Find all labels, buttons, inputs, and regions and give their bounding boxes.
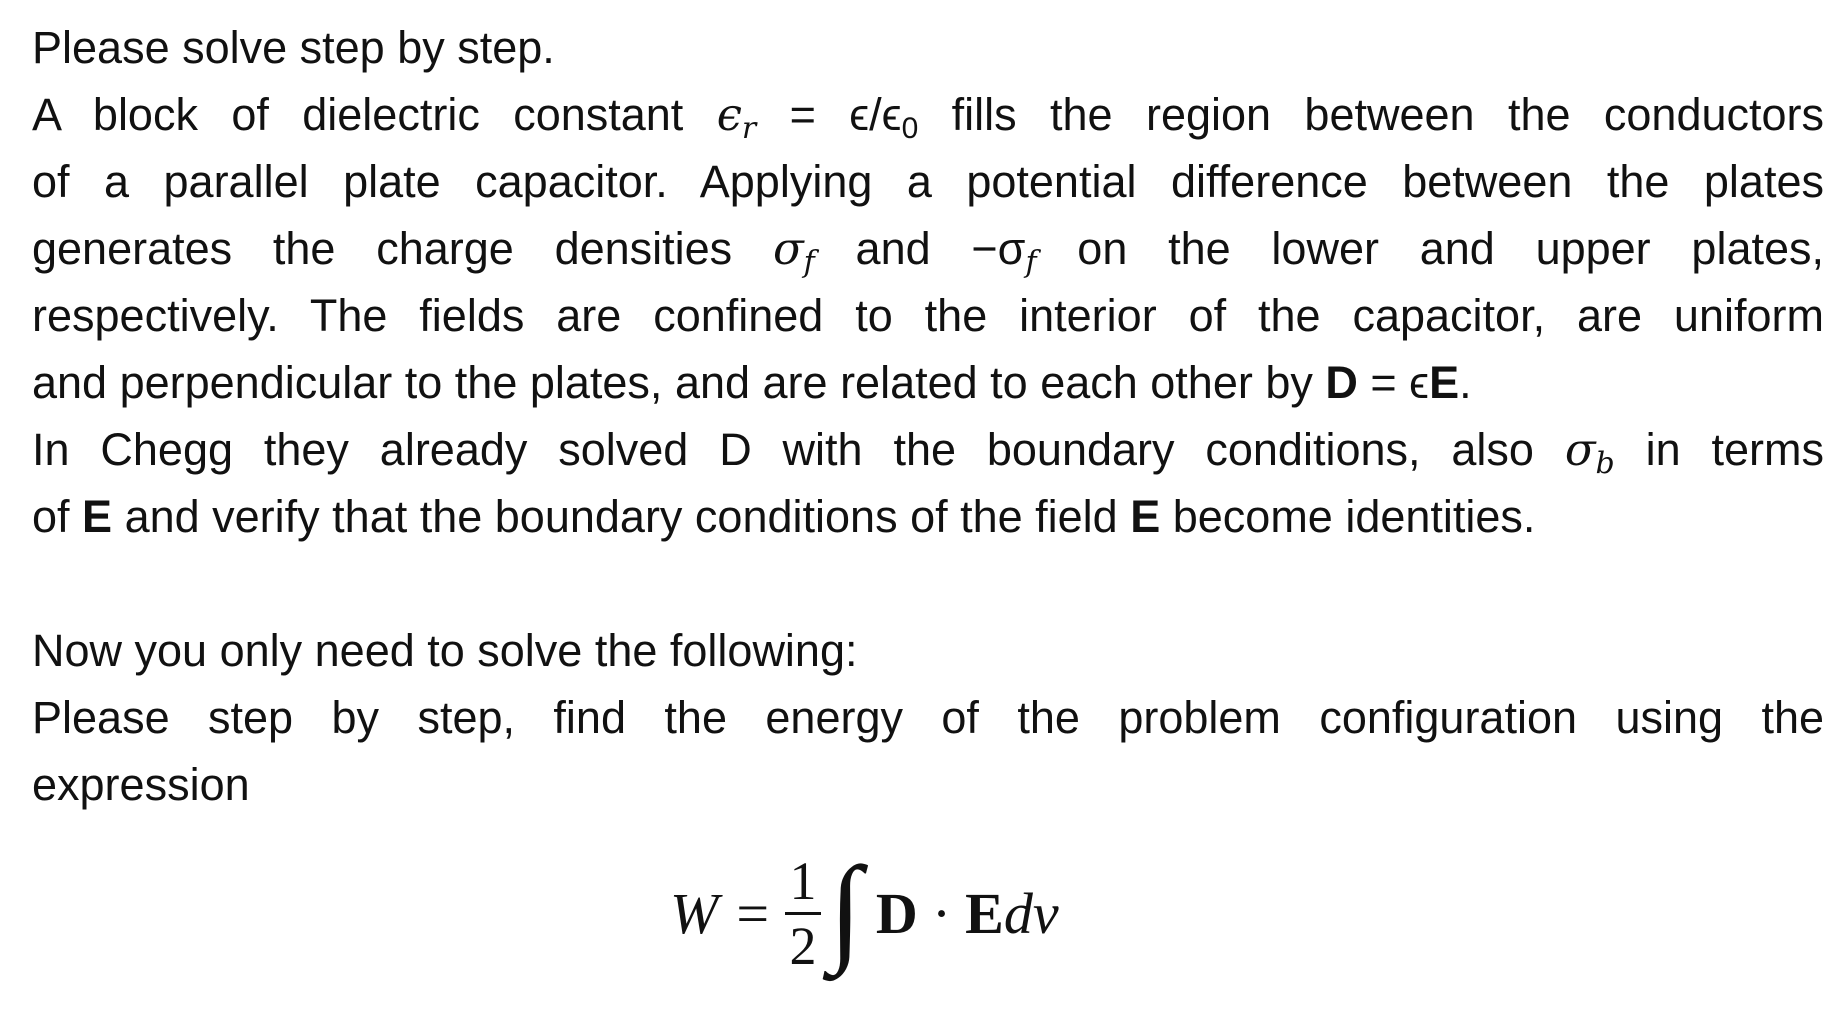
text-span: = ϵ xyxy=(1357,357,1430,408)
text-span: of xyxy=(32,491,83,542)
formula-equals: = xyxy=(736,880,770,946)
text-span: A block of dielectric constant xyxy=(32,89,717,140)
text-line-3 xyxy=(32,148,1824,215)
intro-sentence: Please solve step by step. xyxy=(32,22,555,73)
sigma-symbol: σ xyxy=(772,222,804,275)
text-span: on the lower and upper plates, xyxy=(1036,223,1825,274)
paragraph-gap xyxy=(32,550,1824,617)
formula-W: W xyxy=(670,880,719,946)
text-span: Now you only need to solve the following: xyxy=(32,625,858,676)
subscript-b: b xyxy=(1595,446,1615,481)
text-span: generates the charge densities xyxy=(32,223,773,274)
text-span: expression xyxy=(32,759,250,810)
energy-formula xyxy=(670,828,1059,998)
text-span: in terms xyxy=(1614,424,1825,475)
integral-sign: ∫ xyxy=(829,842,862,975)
subscript-r: r xyxy=(741,111,757,146)
text-span: respectively. The fields are confined to the interior of the capacitor, are uniform xyxy=(32,290,1824,341)
fraction-numerator: 1 xyxy=(789,850,817,911)
formula-D: D xyxy=(875,880,918,946)
text-line-11 xyxy=(32,751,1824,818)
sigma-symbol: σ xyxy=(1564,423,1596,476)
subscript-0: 0 xyxy=(901,112,919,145)
formula-dot: · xyxy=(931,880,952,946)
vector-E: E xyxy=(1130,491,1161,542)
text-line-6 xyxy=(32,349,1824,416)
formula-fraction xyxy=(785,852,821,975)
text-line-9 xyxy=(32,617,1824,684)
text-line-4 xyxy=(32,215,1824,282)
text-span: and −σ xyxy=(814,223,1026,274)
problem-text xyxy=(32,14,1824,818)
text-span: become identities. xyxy=(1160,491,1536,542)
text-line-10 xyxy=(32,684,1824,751)
text-line-5 xyxy=(32,282,1824,349)
text-span: . xyxy=(1459,357,1472,408)
text-span: fills the region between the conductors xyxy=(918,89,1825,140)
text-line-2 xyxy=(32,81,1824,148)
fraction-denominator: 2 xyxy=(789,915,817,976)
text-line-1 xyxy=(32,14,1824,81)
vector-E: E xyxy=(1429,357,1460,408)
text-span: Please step by step, find the energy of the problem configuration using the xyxy=(32,692,1824,743)
text-span: = ϵ/ϵ xyxy=(756,89,902,140)
formula-dv: dv xyxy=(1003,880,1059,946)
text-span: and perpendicular to the plates, and are related to each other by xyxy=(32,357,1326,408)
text-span: and verify that the boundary conditions of the field xyxy=(112,491,1131,542)
formula-E: E xyxy=(965,880,1004,946)
text-line-7 xyxy=(32,416,1824,483)
subscript-f: f xyxy=(1025,245,1037,280)
text-span: In Chegg they already solved D with the boundary conditions, also xyxy=(32,424,1565,475)
epsilon-symbol: ϵ xyxy=(716,88,742,141)
subscript-f: f xyxy=(803,245,815,280)
fraction-bar xyxy=(785,912,821,915)
vector-D: D xyxy=(1325,357,1358,408)
text-span: of a parallel plate capacitor. Applying a potential difference between the plates xyxy=(32,156,1824,207)
text-line-8 xyxy=(32,483,1824,550)
vector-E: E xyxy=(82,491,113,542)
